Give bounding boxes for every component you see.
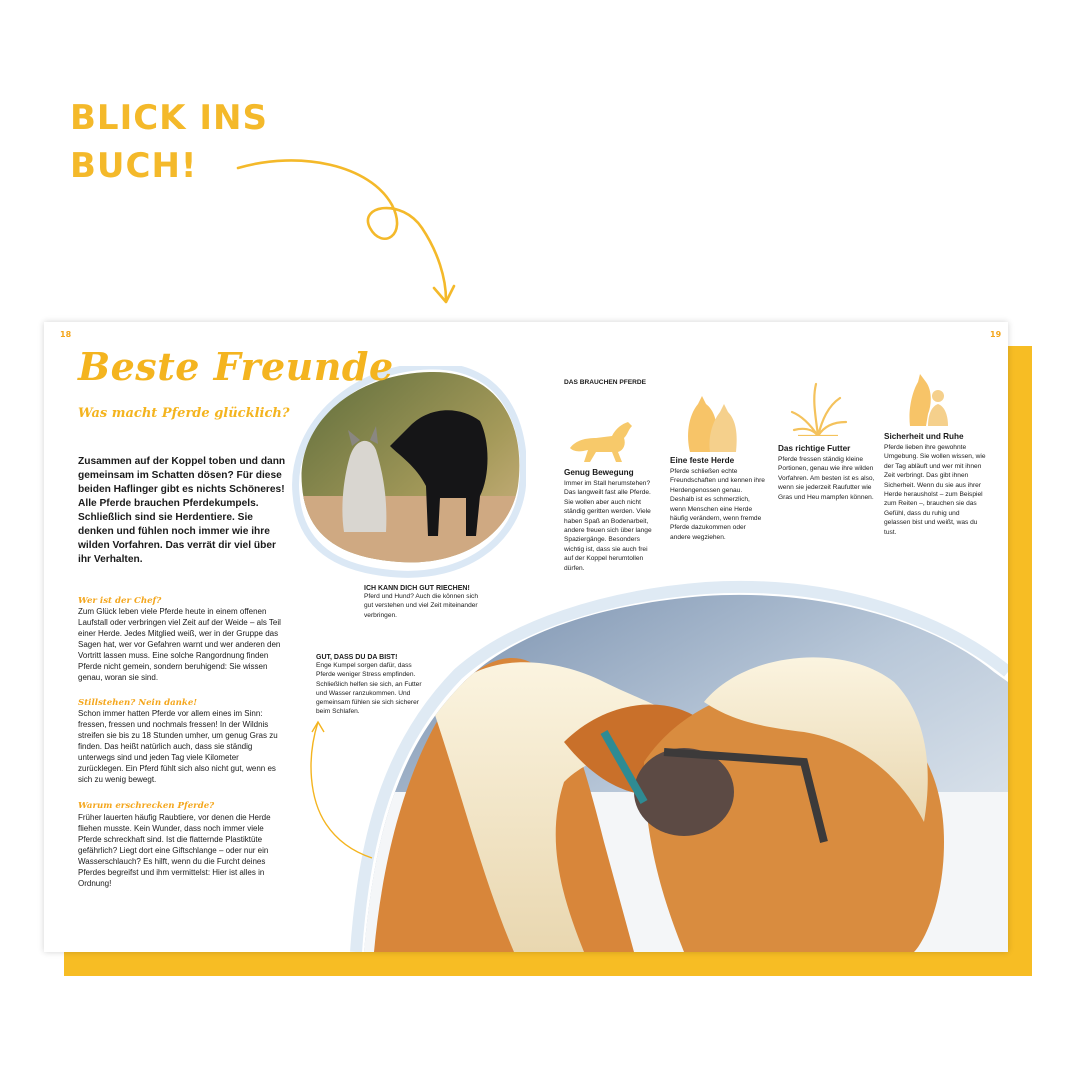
need-title: Genug Bewegung [564, 468, 634, 477]
page-number-right: 19 [990, 330, 1002, 339]
page-title: Beste Freunde [78, 344, 394, 389]
grass-icon [788, 382, 848, 436]
need-item-herde [670, 456, 766, 542]
need-title: Eine feste Herde [670, 456, 735, 465]
haflinger-photo-caption [316, 654, 426, 717]
section-heading: Wer ist der Chef? [78, 596, 162, 606]
running-horse-icon [566, 418, 638, 464]
intro-paragraph: Zusammen auf der Koppel toben und dann gemeinsam im Schatten dösen? Für diese beiden Haflinger gibt es nichts Schöneres! Alle Pferde brauchen Pferdekumpels. Schließlich sind sie Herdentiere. Sie denken und fühlen noch immer wie ihre wilden Vorfahren. Das verrät dir viel über ihr Verhalten. [78, 456, 286, 565]
need-item-bewegung [564, 468, 656, 573]
dog-photo-caption [364, 585, 488, 620]
section-body: Früher lauerten häufig Raubtiere, vor denen die Herde fliehen musste. Kein Wunder, dass noch immer viele Pferde schreckhaft sind. Ist die flatternde Plastiktüte gefährlich? Liegt dort eine Giftschlange – oder nur ein Wasserschlauch? Es hilft, wenn du die Furcht deines Pferdes begreifst und ihm vermittelst: Hier ist alles in Ordnung! [78, 813, 271, 888]
need-body: Pferde schließen echte Freundschaften und kennen ihre Herdengenossen genau. Deshalb ist es schmerzlich, wenn Menschen eine Herde häufig verändern, wenn fremde Pferde dazukommen oder andere wegziehen. [670, 468, 765, 541]
section-heading: Stillstehen? Nein danke! [78, 698, 198, 708]
caption-title: GUT, DASS DU DA BIST! [316, 654, 398, 661]
needs-heading: DAS BRAUCHEN PFERDE [564, 379, 647, 386]
page-number-left: 18 [60, 330, 72, 339]
need-item-futter [778, 444, 876, 502]
caption-arrow-icon [306, 720, 378, 870]
caption-title: ICH KANN DICH GUT RIECHEN! [364, 585, 470, 592]
page-subtitle: Was macht Pferde glücklich? [78, 406, 290, 421]
horse-heads-icon [684, 396, 738, 452]
horse-and-person-icon [906, 374, 948, 426]
section-heading: Warum erschrecken Pferde? [78, 801, 215, 811]
need-body: Immer im Stall herumstehen? Das langweilt fast alle Pferde. Sie wollen aber auch nicht ständig geritten werden. Viele haben Spaß an Bodenarbeit, andere freuen sich über lange Spaziergänge. Besonders wichtig ist, dass sie auch frei auf der Koppel herumtollen dürfen. [564, 480, 652, 572]
section-body: Schon immer hatten Pferde vor allem eines im Sinn: fressen, fressen und nochmals fressen! In der Wildnis streifen sie bis zu 18 Stunden umher, um genug Gras zu finden. Das heißt natürlich auch, dass sie ständig unterwegs sind und jeden Tag viele Kilometer zurücklegen. Ein Pferd fühlt sich also nicht gut, wenn es sich zu wenig bewegt. [78, 709, 278, 784]
section-body: Zum Glück leben viele Pferde heute in einem offenen Laufstall oder verbringen viel Zeit auf der Weide – als Teil einer Herde. Jedes Mitglied weiß, wer in der Gruppe das Sagen hat, wer vor Gefahren warnt und wer anderen den Vortritt lassen muss. Eine solche Rangordnung finden Pferde nicht gemein, sondern beruhigend: Sie wissen genau, woran sie sind. [78, 607, 281, 682]
dog-and-pony-photo [290, 366, 526, 582]
caption-body: Pferd und Hund? Auch die können sich gut verstehen und viel Zeit miteinander verbringen. [364, 593, 479, 619]
blick-ins-buch-heading: BLICK INS BUCH! [70, 98, 268, 186]
need-item-sicherheit [884, 432, 986, 537]
need-body: Pferde lieben ihre gewohnte Umgebung. Sie wollen wissen, wie der Tag abläuft und wer mit ihnen Zeit verbringt. Das gibt ihnen Sicherheit. Wenn du sie aus ihrer Herde herausholst – zum Beispiel zum Reiten –, brauchen sie das Gefühl, dass du ruhig und gelassen bist und weißt, was du tust. [884, 444, 986, 536]
need-title: Das richtige Futter [778, 444, 851, 453]
need-title: Sicherheit und Ruhe [884, 432, 964, 441]
need-body: Pferde fressen ständig kleine Portionen, genau wie ihre wilden Vorfahren. Am besten ist es also, wenn sie jederzeit Raufutter wie Gras und Heu mampfen können. [778, 456, 875, 501]
yellow-backdrop-right [1004, 346, 1032, 976]
caption-body: Enge Kumpel sorgen dafür, dass Pferde weniger Stress empfinden. Schließlich helfen sie sich, an Futter und Wasser ranzukommen. Und gemeinsam fühlen sie sich sicherer beim Schlafen. [316, 662, 422, 716]
book-spread [44, 322, 1008, 952]
